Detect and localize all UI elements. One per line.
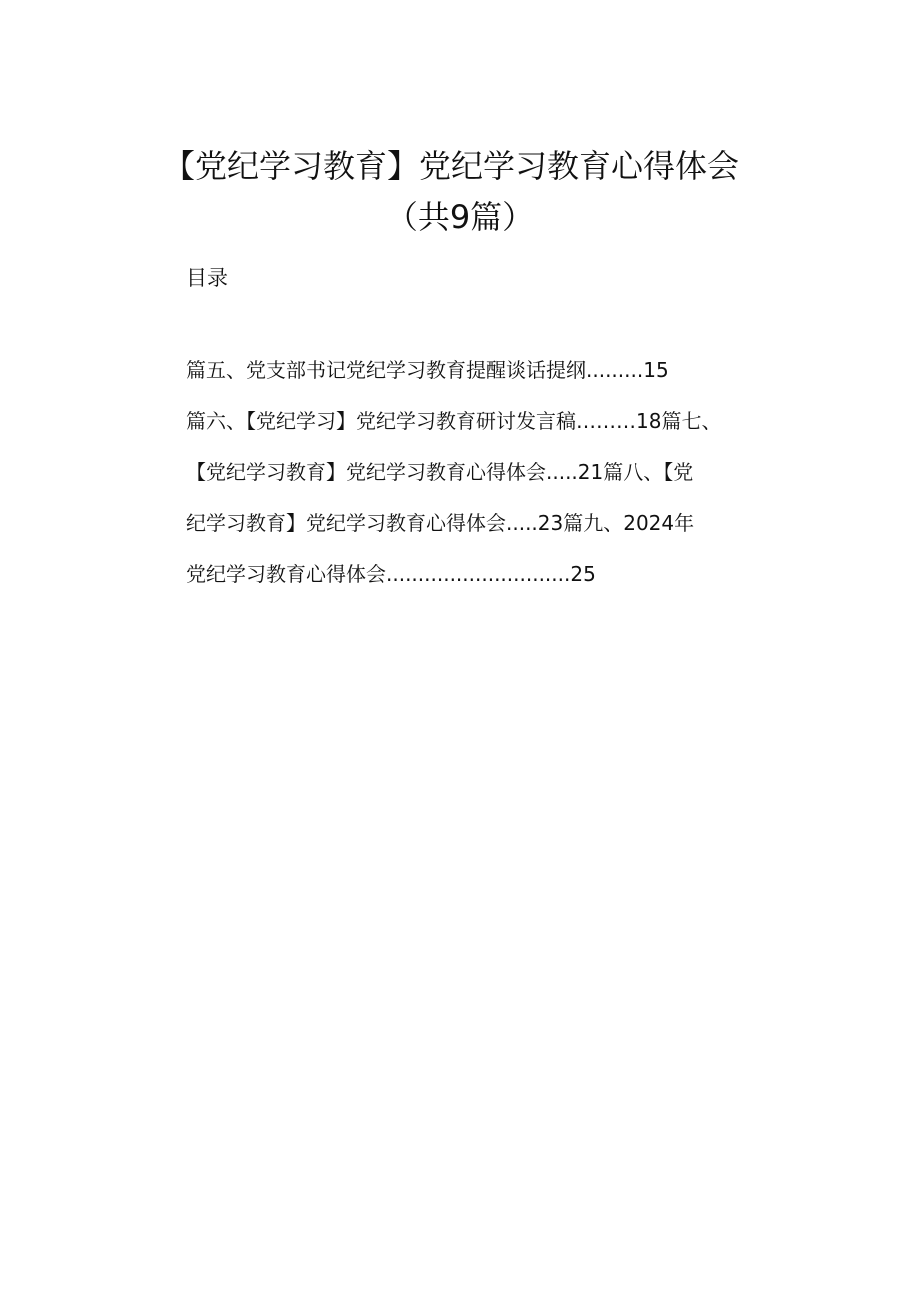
document-title-line-1: 【党纪学习教育】党纪学习教育心得体会: [162, 147, 739, 185]
toc-line: 党纪学习教育心得体会.............................25: [186, 562, 596, 586]
table-of-contents: [186, 350, 786, 605]
toc-line: 【党纪学习教育】党纪学习教育心得体会.....21篇八、【党: [186, 460, 694, 484]
toc-line: 篇六、【党纪学习】党纪学习教育研讨发言稿………18篇七、: [186, 409, 722, 433]
toc-line: 篇五、党支部书记党纪学习教育提醒谈话提纲.........15: [186, 358, 669, 382]
toc-line: 纪学习教育】党纪学习教育心得体会.....23篇九、2024年: [186, 511, 695, 535]
document-title-line-2: （共9篇）: [385, 198, 535, 236]
toc-heading: 目录: [186, 266, 228, 290]
